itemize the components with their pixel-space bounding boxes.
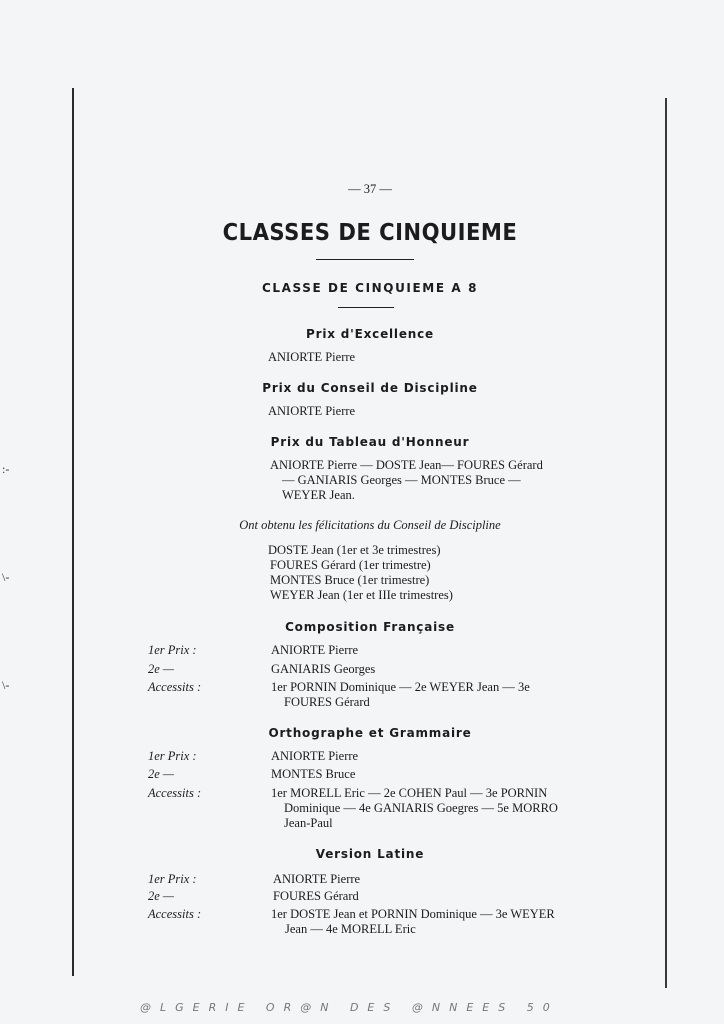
section-heading-composition: Composition Française	[285, 620, 455, 634]
footer-watermark: @LGERIE OR@N DES @NNEES 50	[140, 1001, 559, 1014]
award-value: 1er DOSTE Jean et PORNIN Dominique — 3e WEYER	[271, 907, 555, 921]
award-value: 1er MORELL Eric — 2e COHEN Paul — 3e PORNIN	[271, 786, 548, 800]
left-margin-line	[72, 88, 74, 976]
felicitations-line: MONTES Bruce (1er trimestre)	[270, 573, 430, 587]
award-value: ANIORTE Pierre	[273, 872, 361, 886]
award-value: Jean-Paul	[284, 816, 333, 830]
felicitations-line: DOSTE Jean (1er et 3e trimestres)	[268, 543, 441, 557]
award-value: ANIORTE Pierre	[271, 643, 359, 657]
tableau-line: ANIORTE Pierre — DOSTE Jean— FOURES Gérard	[270, 458, 543, 472]
margin-mark: \-	[2, 678, 10, 692]
award-label: 2e —	[148, 889, 175, 903]
main-title: CLASSES DE CINQUIEME	[222, 220, 518, 246]
award-value: ANIORTE Pierre	[271, 749, 359, 763]
award-value: FOURES Gérard	[284, 695, 370, 709]
felicitations-line: FOURES Gérard (1er trimestre)	[270, 558, 431, 572]
award-label: 1er Prix :	[148, 872, 197, 886]
award-value: FOURES Gérard	[273, 889, 359, 903]
award-label: 1er Prix :	[148, 749, 197, 763]
award-label: Accessits :	[148, 786, 202, 800]
award-label: Accessits :	[148, 907, 202, 921]
section-heading-tableau: Prix du Tableau d'Honneur	[270, 435, 470, 449]
award-value: 1er PORNIN Dominique — 2e WEYER Jean — 3e	[271, 680, 530, 694]
winner-name: ANIORTE Pierre	[268, 350, 356, 364]
class-title: CLASSE DE CINQUIEME A 8	[261, 281, 479, 295]
tableau-line: WEYER Jean.	[282, 488, 355, 502]
title-divider	[316, 259, 414, 260]
section-heading-excellence: Prix d'Excellence	[306, 327, 434, 341]
award-label: 1er Prix :	[148, 643, 197, 657]
award-value: Jean — 4e MORELL Eric	[285, 922, 416, 936]
award-label: 2e —	[148, 662, 175, 676]
section-heading-orthographe: Orthographe et Grammaire	[268, 726, 472, 740]
felicitations-line: WEYER Jean (1er et IIIe trimestres)	[270, 588, 453, 602]
award-label: Accessits :	[148, 680, 202, 694]
winner-name: ANIORTE Pierre	[268, 404, 356, 418]
section-heading-version-latine: Version Latine	[315, 847, 425, 861]
tableau-line: — GANIARIS Georges — MONTES Bruce —	[282, 473, 521, 487]
page-number: — 37 —	[348, 182, 392, 196]
award-label: 2e —	[148, 767, 175, 781]
award-value: Dominique — 4e GANIARIS Goegres — 5e MORRO	[284, 801, 558, 815]
subtitle-divider	[338, 307, 394, 308]
award-value: GANIARIS Georges	[271, 662, 376, 676]
award-value: MONTES Bruce	[271, 767, 356, 781]
felicitations-heading: Ont obtenu les félicitations du Conseil de Discipline	[239, 518, 501, 532]
right-margin-line	[665, 98, 667, 988]
margin-mark: \-	[2, 570, 10, 584]
margin-mark: :-	[2, 462, 10, 476]
section-heading-conseil: Prix du Conseil de Discipline	[262, 381, 478, 395]
